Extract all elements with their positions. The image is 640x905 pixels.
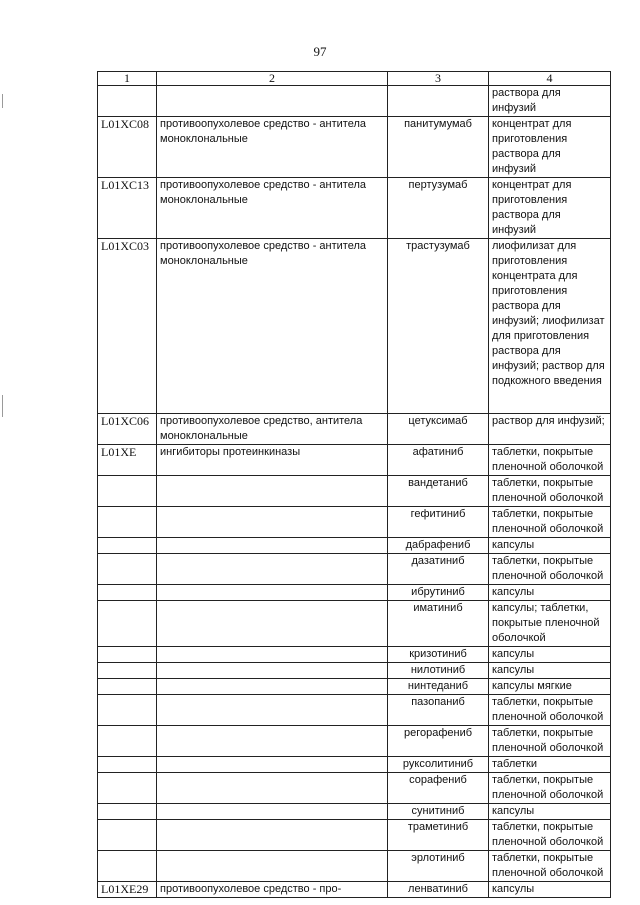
atc-code-cell (98, 851, 157, 882)
dosage-form-cell: капсулы (489, 663, 611, 679)
group-name-cell (157, 757, 388, 773)
atc-code-cell: L01XE (98, 445, 157, 476)
drug-name-cell (388, 86, 489, 117)
dosage-form-cell: лиофилизат для приготовления концентрата для приготовления раствора для инфузий; лиофилизат для приготовления раствора для инфузий; раствор для подкожного введения (489, 239, 611, 414)
drug-name-cell: кризотиниб (388, 647, 489, 663)
table-row (98, 773, 611, 804)
drug-name-cell: цетуксимаб (388, 414, 489, 445)
atc-code-cell (98, 554, 157, 585)
atc-code-cell: L01XC06 (98, 414, 157, 445)
dosage-form-cell: таблетки, покрытые пленочной оболочкой (489, 507, 611, 538)
group-name-cell (157, 647, 388, 663)
table-row (98, 679, 611, 695)
atc-code-cell: L01XE29 (98, 882, 157, 898)
atc-code-cell (98, 773, 157, 804)
drug-name-cell: дазатиниб (388, 554, 489, 585)
atc-code-cell (98, 663, 157, 679)
atc-code-cell (98, 820, 157, 851)
table-row (98, 538, 611, 554)
drug-name-cell: пертузумаб (388, 178, 489, 239)
group-name-cell: противоопухолевое средство, антитела моноклональные (157, 414, 388, 445)
atc-code-cell: L01XC03 (98, 239, 157, 414)
table-row (98, 726, 611, 757)
drug-name-cell: иматиниб (388, 601, 489, 647)
column-header: 3 (388, 72, 489, 86)
group-name-cell (157, 585, 388, 601)
dosage-form-cell: таблетки, покрытые пленочной оболочкой (489, 554, 611, 585)
table-row (98, 663, 611, 679)
dosage-form-cell: капсулы (489, 585, 611, 601)
table-row (98, 239, 611, 414)
dosage-form-cell: концентрат для приготовления раствора для инфузий (489, 117, 611, 178)
table-row (98, 476, 611, 507)
table-row (98, 86, 611, 117)
drug-name-cell: руксолитиниб (388, 757, 489, 773)
dosage-form-cell: капсулы (489, 804, 611, 820)
atc-code-cell (98, 538, 157, 554)
group-name-cell: противоопухолевое средство - про- (157, 882, 388, 898)
table-row (98, 882, 611, 898)
group-name-cell (157, 663, 388, 679)
atc-code-cell (98, 476, 157, 507)
dosage-form-cell: таблетки, покрытые пленочной оболочкой (489, 773, 611, 804)
table-row (98, 178, 611, 239)
table-row (98, 695, 611, 726)
group-name-cell (157, 804, 388, 820)
drug-name-cell: гефитиниб (388, 507, 489, 538)
atc-code-cell (98, 804, 157, 820)
dosage-form-cell: капсулы; таблетки, покрытые пленочной оболочкой (489, 601, 611, 647)
drug-name-cell: трастузумаб (388, 239, 489, 414)
group-name-cell (157, 851, 388, 882)
column-header: 4 (489, 72, 611, 86)
group-name-cell (157, 773, 388, 804)
dosage-form-cell: капсулы (489, 882, 611, 898)
page-number: 97 (313, 44, 327, 59)
drug-name-cell: дабрафениб (388, 538, 489, 554)
group-name-cell (157, 695, 388, 726)
dosage-form-cell: капсулы (489, 538, 611, 554)
group-name-cell (157, 507, 388, 538)
table-header-row (98, 72, 611, 86)
dosage-form-cell: таблетки (489, 757, 611, 773)
table-row (98, 117, 611, 178)
group-name-cell (157, 476, 388, 507)
dosage-form-cell: таблетки, покрытые пленочной оболочкой (489, 695, 611, 726)
table-row (98, 851, 611, 882)
drug-name-cell: регорафениб (388, 726, 489, 757)
group-name-cell: противоопухолевое средство - антитела моноклональные (157, 117, 388, 178)
atc-code-cell (98, 726, 157, 757)
group-name-cell (157, 538, 388, 554)
table-row (98, 585, 611, 601)
drug-name-cell: нинтеданиб (388, 679, 489, 695)
dosage-form-cell: капсулы мягкие (489, 679, 611, 695)
table-row (98, 554, 611, 585)
group-name-cell (157, 679, 388, 695)
dosage-form-cell: таблетки, покрытые пленочной оболочкой (489, 476, 611, 507)
table-row (98, 414, 611, 445)
atc-code-cell (98, 647, 157, 663)
dosage-form-cell: таблетки, покрытые пленочной оболочкой (489, 820, 611, 851)
dosage-form-cell: раствор для инфузий; (489, 414, 611, 445)
group-name-cell (157, 820, 388, 851)
table-row (98, 445, 611, 476)
drug-name-cell: афатиниб (388, 445, 489, 476)
column-header: 2 (157, 72, 388, 86)
table-row (98, 601, 611, 647)
table-row (98, 804, 611, 820)
group-name-cell (157, 601, 388, 647)
atc-code-cell (98, 507, 157, 538)
scan-edge-mark (2, 395, 3, 417)
drug-name-cell: нилотиниб (388, 663, 489, 679)
table-row (98, 757, 611, 773)
dosage-form-cell: концентрат для приготовления раствора для инфузий (489, 178, 611, 239)
drug-name-cell: вандетаниб (388, 476, 489, 507)
table-row (98, 820, 611, 851)
drug-name-cell: панитумумаб (388, 117, 489, 178)
drug-name-cell: ибрутиниб (388, 585, 489, 601)
drug-name-cell: сунитиниб (388, 804, 489, 820)
drug-name-cell: пазопаниб (388, 695, 489, 726)
group-name-cell (157, 554, 388, 585)
table-row (98, 647, 611, 663)
atc-code-cell (98, 757, 157, 773)
drug-name-cell: траметиниб (388, 820, 489, 851)
dosage-form-cell: таблетки, покрытые пленочной оболочкой (489, 445, 611, 476)
group-name-cell (157, 86, 388, 117)
dosage-form-cell: капсулы (489, 647, 611, 663)
group-name-cell: противоопухолевое средство - антитела моноклональные (157, 239, 388, 414)
column-header: 1 (98, 72, 157, 86)
dosage-form-cell: таблетки, покрытые пленочной оболочкой (489, 726, 611, 757)
atc-code-cell (98, 679, 157, 695)
atc-code-cell (98, 601, 157, 647)
drug-name-cell: эрлотиниб (388, 851, 489, 882)
atc-code-cell: L01XC08 (98, 117, 157, 178)
atc-code-cell (98, 695, 157, 726)
group-name-cell: противоопухолевое средство - антитела моноклональные (157, 178, 388, 239)
medicines-table (97, 71, 611, 898)
drug-name-cell: сорафениб (388, 773, 489, 804)
atc-code-cell (98, 86, 157, 117)
group-name-cell: ингибиторы протеинкиназы (157, 445, 388, 476)
group-name-cell (157, 726, 388, 757)
drug-name-cell: ленватиниб (388, 882, 489, 898)
scan-edge-mark (2, 94, 3, 108)
atc-code-cell (98, 585, 157, 601)
table-row (98, 507, 611, 538)
atc-code-cell: L01XC13 (98, 178, 157, 239)
dosage-form-cell: таблетки, покрытые пленочной оболочкой (489, 851, 611, 882)
dosage-form-cell: раствора для инфузий (489, 86, 611, 117)
